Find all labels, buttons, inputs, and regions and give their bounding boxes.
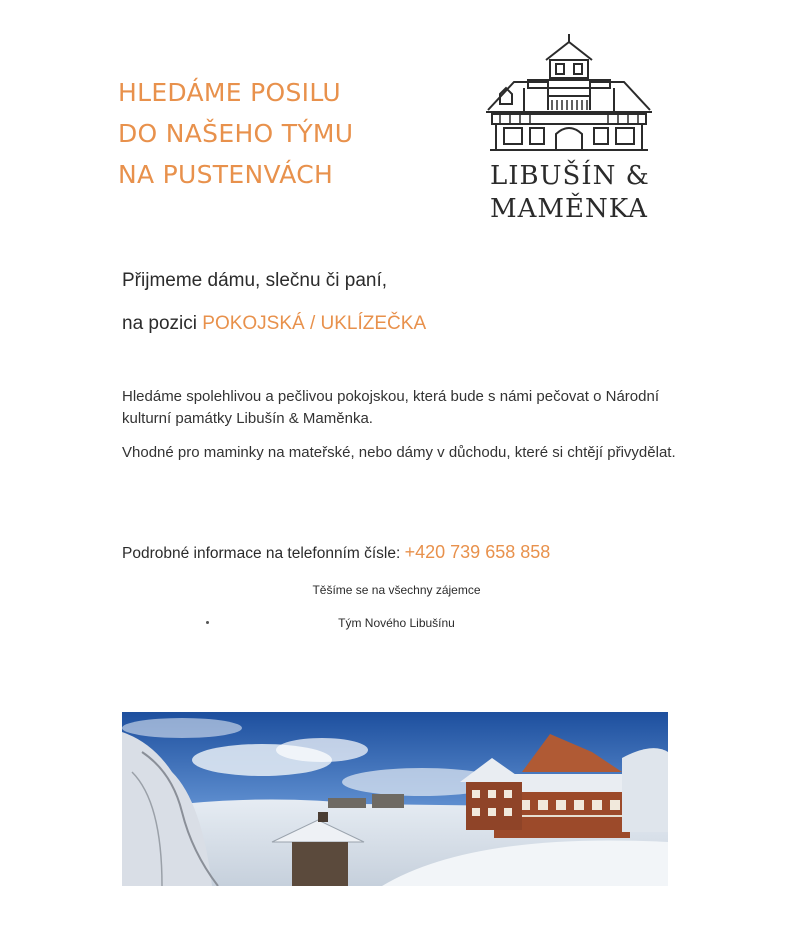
contact-line xyxy=(122,542,550,563)
logo-wordmark xyxy=(490,160,660,226)
intro-line-1: Přijmeme dámu, slečnu či paní, xyxy=(122,270,388,291)
intro-line-2 xyxy=(122,309,426,352)
position-title: POKOJSKÁ / UKLÍZEČKA xyxy=(202,313,427,334)
headline-line-3: NA PUSTENVÁCH xyxy=(118,160,334,189)
closing-signature: Tým Nového Libušínu xyxy=(338,616,455,630)
scan-speck xyxy=(206,621,209,624)
description xyxy=(122,386,682,476)
description-paragraph-2: Vhodné pro maminky na mateřské, nebo dámy v důchodu, které si chtějí přivydělat. xyxy=(122,444,676,461)
position-prefix: na pozici xyxy=(122,313,197,334)
intro xyxy=(122,266,426,352)
closing-greeting: Těšíme se na všechny zájemce xyxy=(312,583,481,597)
headline-line-1: HLEDÁME POSILU xyxy=(118,78,341,107)
headline xyxy=(118,72,353,195)
winter-landscape-photo xyxy=(122,712,668,886)
description-paragraph-1: Hledáme spolehlivou a pečlivou pokojskou, která bude s námi pečovat o Národní kulturní památky Libušín & Maměnka. xyxy=(122,388,659,427)
phone-number: +420 739 658 858 xyxy=(404,542,551,562)
logo-line-1: LIBUŠÍN & xyxy=(490,161,650,191)
contact-label: Podrobné informace na telefonním čísle: xyxy=(122,545,401,562)
headline-line-2: DO NAŠEHO TÝMU xyxy=(118,119,354,148)
logo-line-2: MAMĚNKA xyxy=(490,194,648,224)
